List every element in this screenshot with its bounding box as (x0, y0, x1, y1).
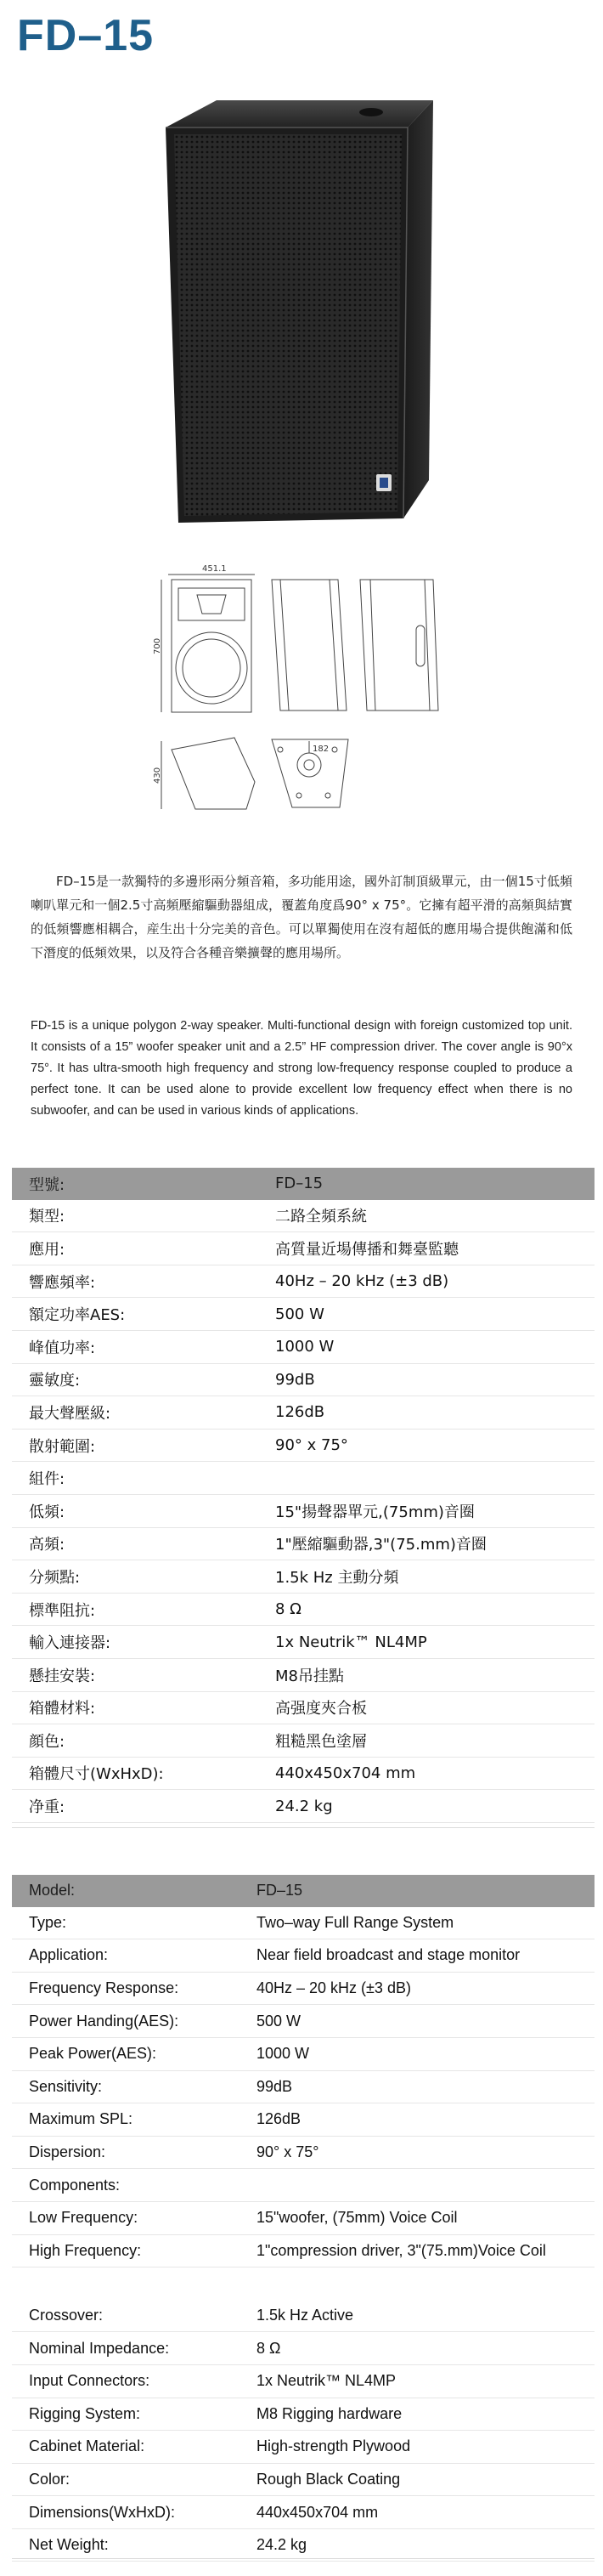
table-row (12, 2332, 595, 2365)
table-row (12, 2496, 595, 2529)
spec-value: 15"woofer, (75mm) Voice Coil (256, 2209, 458, 2227)
spec-key: Net Weight: (29, 2536, 109, 2554)
table-row (12, 2202, 595, 2235)
spec-key: 響應頻率: (29, 1273, 96, 1292)
spec-key: Color: (29, 2470, 70, 2488)
table-row (12, 2235, 595, 2268)
spec-key: 類型: (29, 1208, 65, 1226)
spec-key: 低頻: (29, 1503, 65, 1521)
spec-key: 峰值功率: (29, 1339, 96, 1357)
table-row (12, 1298, 595, 1331)
table-row (12, 1495, 595, 1528)
spec-key: Components: (29, 2176, 121, 2194)
spec-value: M8 Rigging hardware (256, 2404, 403, 2422)
table-row (12, 1875, 595, 1907)
spec-value: 1.5k Hz Active (256, 2307, 354, 2324)
description-chinese: FD–15是一款獨特的多邊形兩分頻音箱，多功能用途，國外訂制頂級單元，由一個15寸低頻喇叭單元和一個2.5寸高頻壓縮驅動器組成，覆蓋角度爲90° x 75°。它擁有超平滑的高頻與結實的低頻響應相耦合，産生出十分完美的音色。可以單獨使用在沒有超低的應用場合提供飽滿和低下潛度的低頻效果，以及符合各種音樂擴聲的應用場所。 (31, 874, 572, 960)
spec-value: Near field broadcast and stage monitor (256, 1946, 521, 1964)
table-row (12, 1790, 595, 1823)
spec-key: Input Connectors: (29, 2372, 150, 2390)
spec-value: FD–15 (275, 1175, 324, 1193)
table-row (12, 1200, 595, 1233)
spec-value: Two–way Full Range System (256, 1913, 454, 1931)
table-divider (12, 1827, 595, 1828)
spec-key: Low Frequency: (29, 2209, 138, 2227)
spec-key: 標準阻抗: (29, 1601, 96, 1620)
spec-key: Peak Power(AES): (29, 2045, 157, 2063)
spec-value: 500 W (256, 2012, 302, 2030)
table-row (12, 2071, 595, 2104)
spec-value: 高强度夾合板 (275, 1700, 367, 1718)
table-row (12, 2431, 595, 2464)
table-row (12, 1364, 595, 1397)
table-row (12, 1396, 595, 1430)
spec-value: Rough Black Coating (256, 2470, 401, 2488)
dim-label-width: 451.1 (202, 564, 227, 574)
table-row (12, 1724, 595, 1758)
spec-table-english (12, 1875, 595, 2562)
spec-key: Power Handing(AES): (29, 2012, 179, 2030)
spec-value: 8 Ω (256, 2339, 281, 2357)
spec-value: 24.2 kg (275, 1797, 333, 1815)
spec-value: High-strength Plywood (256, 2437, 411, 2455)
spec-key: Type: (29, 1913, 67, 1931)
spec-key: 最大聲壓級: (29, 1404, 111, 1423)
spec-key: Frequency Response: (29, 1979, 179, 1997)
spec-key: 分频點: (29, 1568, 81, 1587)
spec-value: 500 W (275, 1305, 324, 1323)
spec-value: 90° x 75° (275, 1436, 348, 1455)
spec-key: 净重: (29, 1798, 65, 1817)
table-row (12, 1168, 595, 1200)
description-english: FD-15 is a unique polygon 2-way speaker. Multi-functional design with foreign customized top unit. It consists of a 15” woofer speaker unit and a 2.5” HF compression driver. The cover angle is 90°x 75°. It has ultra-smooth high frequency and strong low-frequency response coupled to produce a perfect tone. It can be used alone to provide excellent low frequency effect when there is no subwoofer, and can be used in various kinds of applications. (31, 1018, 572, 1118)
table-row (12, 1907, 595, 1940)
spec-key: 組件: (29, 1470, 65, 1489)
spec-key: 懸挂安裝: (29, 1667, 96, 1685)
dim-label-height: 700 (153, 637, 162, 654)
table-row (12, 2005, 595, 2038)
spec-value: 二路全頻系統 (275, 1208, 367, 1226)
dim-label-depth: 430 (153, 767, 162, 784)
spec-key: 箱體材料: (29, 1700, 96, 1718)
table-row (12, 1430, 595, 1463)
spec-value: 99dB (275, 1370, 315, 1389)
spec-value: FD–15 (256, 1882, 303, 1899)
spec-key: Model: (29, 1882, 76, 1899)
spec-value: 440x450x704 mm (256, 2503, 379, 2521)
spec-table-chinese (12, 1168, 595, 1823)
table-row (12, 1265, 595, 1299)
spec-value: 126dB (275, 1403, 325, 1422)
dimension-drawings (153, 561, 459, 816)
spec-key: High Frequency: (29, 2241, 142, 2259)
table-divider (12, 2558, 595, 2559)
table-row (12, 1659, 595, 1692)
dim-label-side: 182 (313, 744, 330, 754)
spec-key: 輸入連接器: (29, 1634, 111, 1653)
spec-value: M8吊挂點 (275, 1667, 344, 1685)
table-row (12, 1626, 595, 1659)
table-row (12, 2038, 595, 2071)
table-row (12, 1331, 595, 1364)
spec-value: 1"壓縮驅動器,3"(75.mm)音圈 (275, 1536, 487, 1554)
spec-key: 靈敏度: (29, 1372, 81, 1390)
spec-key: Maximum SPL: (29, 2110, 133, 2128)
table-row (12, 2529, 595, 2562)
table-row-spacer (12, 2267, 595, 2300)
spec-key: 額定功率AES: (29, 1306, 126, 1325)
spec-value: 1"compression driver, 3"(75.mm)Voice Coil (256, 2241, 546, 2259)
spec-key: Nominal Impedance: (29, 2339, 170, 2357)
table-row (12, 1939, 595, 1973)
table-row (12, 2398, 595, 2432)
spec-key: 應用: (29, 1240, 65, 1259)
product-title: FD–15 (17, 11, 155, 60)
spec-value: 126dB (256, 2110, 302, 2128)
spec-key: Rigging System: (29, 2404, 141, 2422)
spec-key: 高頻: (29, 1536, 65, 1554)
spec-key: Application: (29, 1946, 109, 1964)
spec-value: 40Hz – 20 kHz (±3 dB) (275, 1272, 449, 1291)
table-row (12, 1692, 595, 1725)
table-row (12, 1232, 595, 1265)
table-row (12, 1758, 595, 1791)
spec-key: Cabinet Material: (29, 2437, 145, 2455)
spec-value: 99dB (256, 2077, 293, 2095)
table-row (12, 1528, 595, 1561)
spec-key: 顔色: (29, 1732, 65, 1751)
speaker-image (149, 93, 454, 535)
spec-value: 1000 W (275, 1338, 335, 1356)
spec-key: 型號: (29, 1175, 65, 1194)
spec-value: 8 Ω (275, 1600, 302, 1619)
table-row (12, 2169, 595, 2202)
table-row (12, 2365, 595, 2398)
table-row (12, 2300, 595, 2333)
spec-key: 箱體尺寸(WxHxD): (29, 1765, 164, 1784)
spec-value: 40Hz – 20 kHz (±3 dB) (256, 1979, 411, 1997)
spec-value: 粗糙黑色塗層 (275, 1732, 367, 1751)
spec-key: Dimensions(WxHxD): (29, 2503, 176, 2521)
table-row (12, 1560, 595, 1594)
table-row (12, 1462, 595, 1495)
spec-key: Sensitivity: (29, 2077, 103, 2095)
table-row (12, 2137, 595, 2170)
spec-key: 散射範圍: (29, 1437, 96, 1456)
table-row (12, 1973, 595, 2006)
spec-key: Crossover: (29, 2307, 104, 2324)
spec-value: 1.5k Hz 主動分頻 (275, 1568, 399, 1587)
spec-value: 440x450x704 mm (275, 1764, 416, 1782)
spec-value: 24.2 kg (256, 2536, 307, 2554)
spec-value: 1x Neutrik™ NL4MP (256, 2372, 397, 2390)
spec-value: 90° x 75° (256, 2143, 319, 2161)
table-row (12, 2103, 595, 2137)
spec-value: 1x Neutrik™ NL4MP (275, 1633, 427, 1651)
spec-value: 1000 W (256, 2045, 310, 2063)
table-row (12, 1594, 595, 1627)
spec-value: 高質量近場傳播和舞臺監聽 (275, 1240, 459, 1259)
table-row (12, 2464, 595, 2497)
spec-key: Dispersion: (29, 2143, 106, 2161)
spec-value: 15"揚聲器單元,(75mm)音圈 (275, 1503, 475, 1521)
